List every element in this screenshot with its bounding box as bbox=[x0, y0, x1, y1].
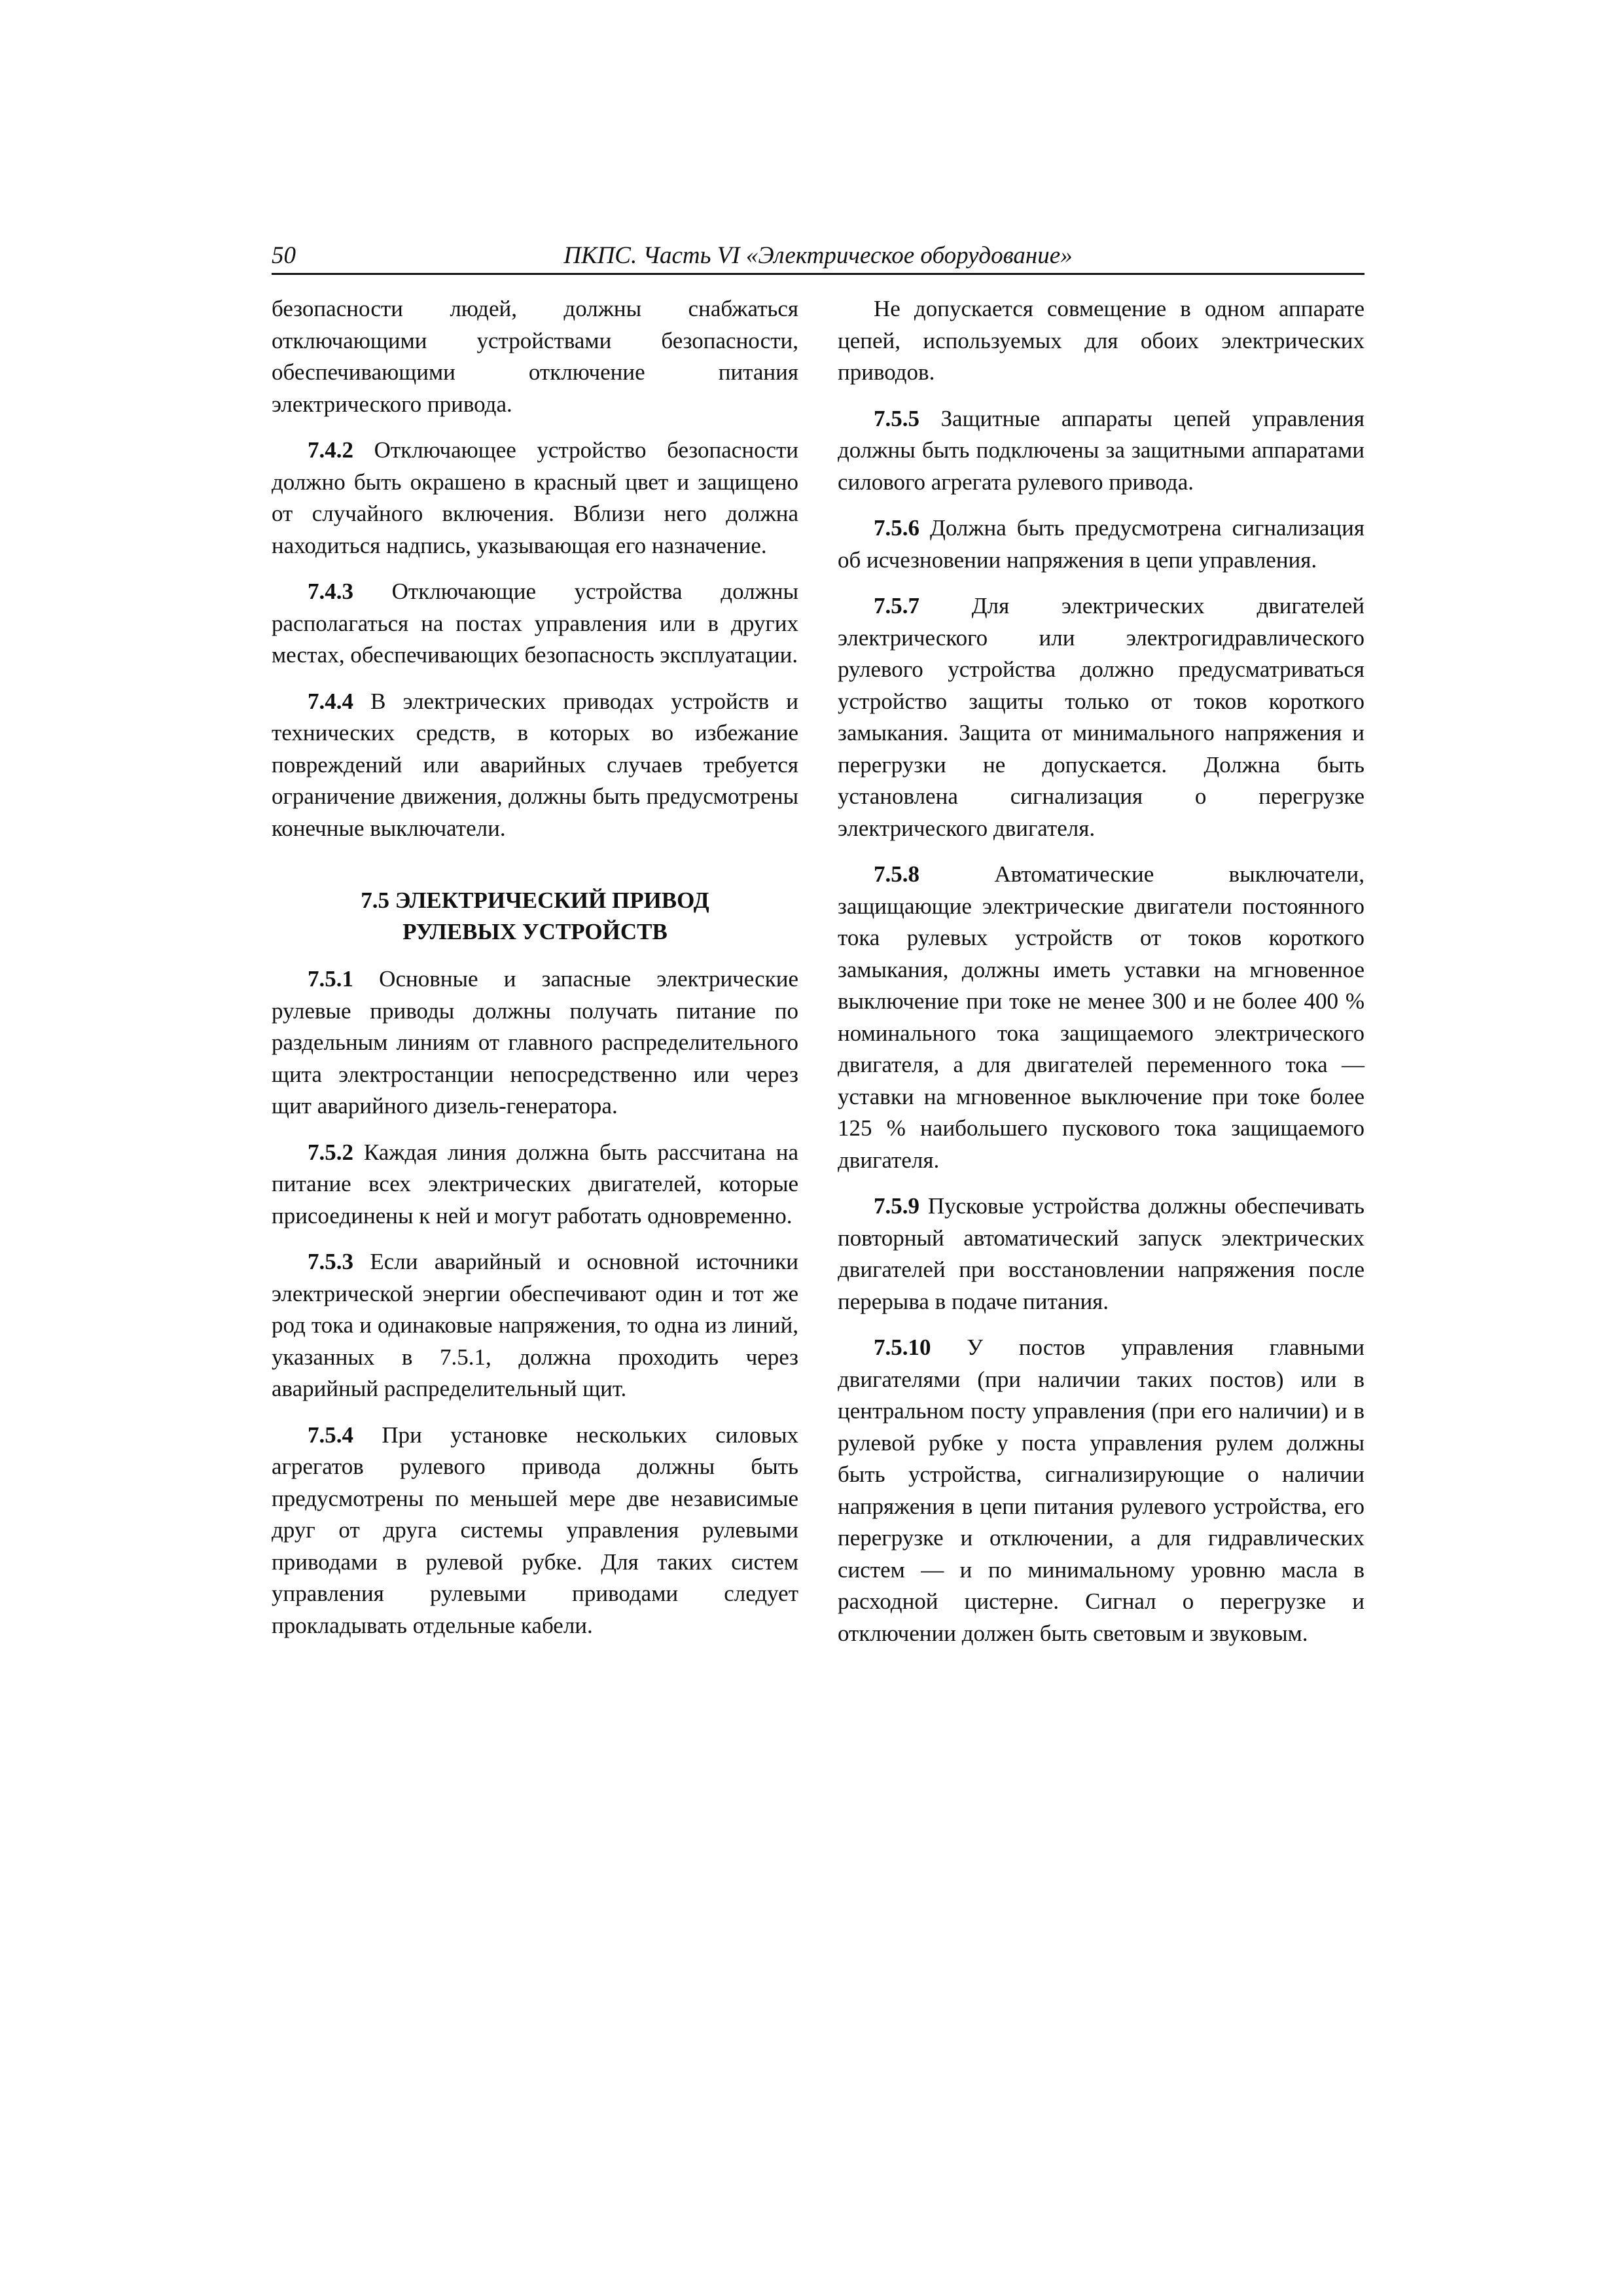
clause-text: При установке нескольких силовых агрегатов рулевого привода должны быть предусмотрены по меньшей мере две независимые друг от друга системы управления рулевыми приводами в рулевой рубке. Для таких систем управления рулевыми приводами следует прокладывать отдельные кабели. bbox=[272, 1422, 798, 1638]
clause-number: 7.4.3 bbox=[308, 579, 353, 604]
clause-text: Основные и запасные электрические рулевые приводы должны получать питание по раздельным линиям от главного распределительного щита электростанции непосредственно или через щит аварийного дизель-генератора. bbox=[272, 966, 798, 1119]
clause-number: 7.5.6 bbox=[874, 515, 919, 541]
clause-7-4-2 bbox=[272, 435, 798, 562]
clause-number: 7.4.2 bbox=[308, 437, 353, 463]
clause-7-5-1 bbox=[272, 963, 798, 1122]
clause-text: Пусковые устройства должны обеспечивать повторный автоматический запуск электрических двигателей при восстановлении напряжения после перерыва в подаче питания. bbox=[838, 1193, 1364, 1314]
clause-7-5-4 bbox=[272, 1420, 798, 1642]
clause-text: Автоматические выключатели, защищающие электрические двигатели постоянного тока рулевых устройств от токов короткого замыкания, должны иметь уставки на мгновенное выключение при токе не менее 300 и не более 400 % номинального тока защищаемого электрического двигателя, а для двигателей переменного тока — уставки на мгновенное выключение при токе более 125 % наибольшего пускового тока защищаемого двигателя. bbox=[838, 861, 1364, 1173]
clause-text: Для электрических двигателей электрического или электрогидравлического рулевого устройства должно предусматриваться устройство защиты только от токов короткого замыкания. Защита от минимального напряжения и перегрузки не допускается. Должна быть установлена сигнализация о перегрузке электрического двигателя. bbox=[838, 593, 1364, 841]
clause-number: 7.5.8 bbox=[874, 861, 919, 887]
clause-text: Отключающее устройство безопасности должно быть окрашено в красный цвет и защищено от случайного включения. Вблизи него должна находиться надпись, указывающая его назначение. bbox=[272, 437, 798, 558]
clause-number: 7.5.4 bbox=[308, 1422, 353, 1448]
clause-text: Каждая линия должна быть рассчитана на питание всех электрических двигателей, которые присоединены к ней и могут работать одновременно. bbox=[272, 1139, 798, 1229]
clause-text: Если аварийный и основной источники электрической энергии обеспечивают один и тот же род тока и одинаковые напряжения, то одна из линий, указанных в 7.5.1, должна проходить через аварийный распределительный щит. bbox=[272, 1249, 798, 1401]
clause-7-4-4 bbox=[272, 686, 798, 845]
clause-7-5-5 bbox=[838, 403, 1364, 499]
left-column bbox=[272, 293, 798, 1656]
clause-text: У постов управления главными двигателями (при наличии таких постов) или в центральном посту управления (при его наличии) и в рулевой рубке у поста управления рулем должны быть устройства, сигнализирующие о наличии напряжения в цепи питания рулевого устройства, его перегрузке и отключении, а для гидравлических систем — и по минимальному уровню масла в расходной цистерне. Сигнал о перегрузке и отключении должен быть световым и звуковым. bbox=[838, 1335, 1364, 1646]
clause-7-5-9 bbox=[838, 1191, 1364, 1318]
clause-text: Защитные аппараты цепей управления должны быть подключены за защитными аппаратами силового агрегата рулевого привода. bbox=[838, 405, 1364, 495]
clause-7-5-3 bbox=[272, 1246, 798, 1405]
clause-7-5-8 bbox=[838, 859, 1364, 1176]
page-number: 50 bbox=[272, 242, 296, 269]
section-heading-7-5: 7.5 ЭЛЕКТРИЧЕСКИЙ ПРИВОД РУЛЕВЫХ УСТРОЙСТВ bbox=[361, 888, 709, 944]
clause-number: 7.5.7 bbox=[874, 593, 919, 619]
clause-number: 7.4.4 bbox=[308, 688, 353, 714]
running-title: ПКПС. Часть VI «Электрическое оборудование» bbox=[563, 242, 1073, 269]
clause-number: 7.5.9 bbox=[874, 1193, 919, 1219]
clause-text: Должна быть предусмотрена сигнализация об исчезновении напряжения в цепи управления. bbox=[838, 515, 1364, 573]
clause-7-5-7 bbox=[838, 590, 1364, 844]
page-header bbox=[272, 239, 1364, 275]
clause-number: 7.5.5 bbox=[874, 405, 919, 431]
paragraph-continuation: Не допускается совмещение в одном аппарате цепей, используемых для обоих электрических приводов. bbox=[838, 296, 1364, 385]
clause-number: 7.5.10 bbox=[874, 1335, 931, 1360]
clause-7-5-6 bbox=[838, 512, 1364, 576]
clause-7-5-10 bbox=[838, 1332, 1364, 1649]
clause-number: 7.5.2 bbox=[308, 1139, 353, 1165]
clause-number: 7.5.1 bbox=[308, 966, 353, 992]
clause-text: Отключающие устройства должны располагаться на постах управления или в других местах, обеспечивающих безопасность эксплуатации. bbox=[272, 579, 798, 668]
clause-7-5-2 bbox=[272, 1137, 798, 1232]
right-column bbox=[838, 293, 1364, 1664]
paragraph-continuation: безопасности людей, должны снабжаться отключающими устройствами безопасности, обеспечивающими отключение питания электрического привода. bbox=[272, 296, 798, 417]
clause-text: В электрических приводах устройств и технических средств, в которых во избежание повреждений или аварийных случаев требуется ограничение движения, должны быть предусмотрены конечные выключатели. bbox=[272, 688, 798, 841]
clause-number: 7.5.3 bbox=[308, 1249, 353, 1274]
clause-7-4-3 bbox=[272, 576, 798, 672]
